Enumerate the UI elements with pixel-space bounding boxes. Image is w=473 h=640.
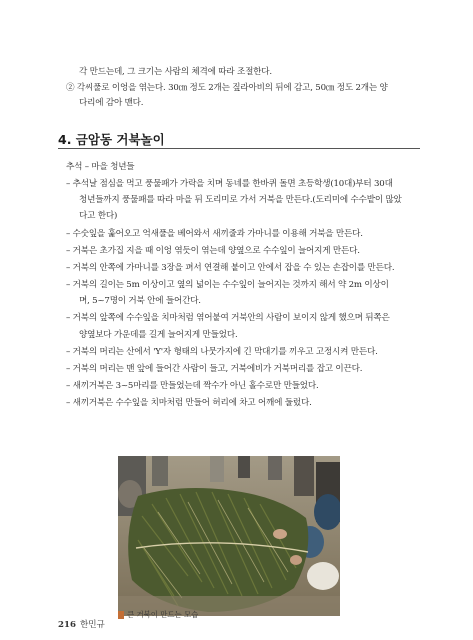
page-footer: [58, 618, 105, 630]
section-rule: [58, 148, 420, 149]
body-line: 다고 한다): [79, 211, 118, 221]
body-line: 청년들까지 풍물패를 따라 마을 뒤 도리미로 가서 거북을 만든다.(도리미에 수수밭이 많았: [79, 195, 402, 205]
intro-line: 각 만드는데, 그 크기는 사람의 체격에 따라 조절한다.: [79, 67, 272, 77]
body-line: – 수숫잎을 훑어오고 억새풀을 베어와서 새끼줄과 가마니를 이용해 거북을 만든다.: [66, 229, 363, 239]
body-line: 며, 5~7명이 거북 안에 들어간다.: [79, 296, 201, 306]
intro-line: 다리에 감아 맨다.: [79, 98, 144, 108]
body-line: 양옆보다 가운데를 길게 늘어지게 만들었다.: [79, 330, 238, 340]
body-line: – 거북의 길이는 5m 이상이고 옆의 넓이는 수수잎이 늘어지는 것까지 해서 약 2m 이상이: [66, 280, 389, 290]
turtle-making-photo: [118, 456, 340, 616]
body-line: – 거북의 머리는 맨 앞에 들어간 사람이 들고, 거북에비가 거북머리를 잡고 이끈다.: [66, 364, 363, 374]
body-line: – 새끼거북은 3~5마리를 만들었는데 짝수가 아닌 홀수로만 만들었다.: [66, 381, 319, 391]
book-title: 한민규: [79, 620, 105, 630]
subheading: 추석 – 마을 청년들: [66, 162, 135, 172]
body-line: – 거북의 앞쪽에 수수잎을 치마처럼 엮어붙여 거북안의 사람이 보이지 않게 했으며 뒤쪽은: [66, 313, 390, 323]
body-line: – 거북의 안쪽에 가마니를 3장을 펴서 연결해 붙이고 안에서 잡을 수 있는 손잡이를 만든다.: [66, 263, 395, 273]
figure-caption: 큰 거북이 만드는 모습: [127, 610, 199, 619]
body-line: – 새끼거북은 수수잎을 치마처럼 만들어 허리에 차고 어깨에 둘렀다.: [66, 398, 312, 408]
body-line: – 거북의 머리는 산에서 'Y'자 형태의 나뭇가지에 긴 막대기를 끼우고 고정시켜 만든다.: [66, 347, 378, 357]
caption-marker: [118, 611, 124, 619]
section-title: 4. 금암동 거북놀이: [58, 132, 165, 147]
intro-line: ② 각씨풀로 이엉을 엮는다. 30㎝ 정도 2개는 짚라아비의 뒤에 감고, 50㎝ 정도 2개는 양: [66, 83, 388, 93]
page-number: 216: [58, 620, 76, 630]
body-line: – 거북은 초가집 지을 때 이엉 엮듯이 엮는데 양옆으로 수수잎이 늘어지게 만든다.: [66, 246, 360, 256]
body-line: – 추석날 점심을 먹고 풍물패가 가락을 치며 동네를 한바퀴 돌면 초등학생(10대)부터 30대: [66, 179, 393, 189]
